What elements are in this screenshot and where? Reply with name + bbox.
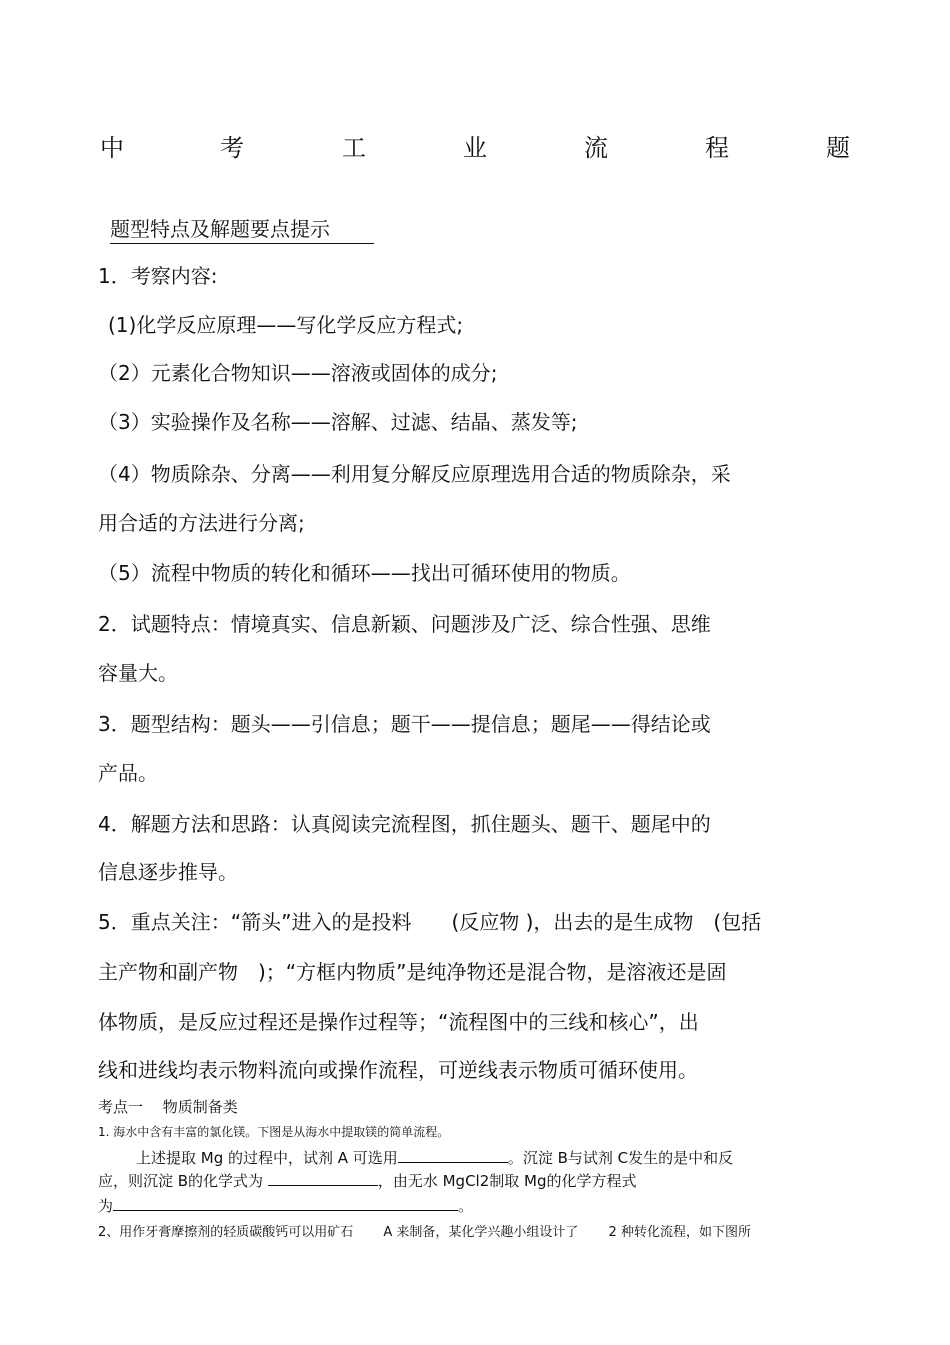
title-char: 工 <box>342 134 366 162</box>
text-line: 4．解题方法和思路：认真阅读完流程图，抓住题头、题干、题尾中的 <box>98 812 711 836</box>
answer-blank[interactable] <box>113 1196 458 1211</box>
text-line: （2）元素化合物知识——溶液或固体的成分; <box>98 361 498 385</box>
text-line: (1)化学反应原理——写化学反应方程式; <box>108 313 464 337</box>
text-line: 体物质，是反应过程还是操作过程等；“流程图中的三线和核心”，出 <box>98 1010 699 1034</box>
question-text: 应，则沉淀 B的化学式为 <box>98 1172 264 1190</box>
text-line: 信息逐步推导。 <box>98 860 238 884</box>
text-line: 3．题型结构：题头——引信息；题干——提信息；题尾——得结论或 <box>98 712 711 736</box>
answer-blank[interactable] <box>398 1148 508 1163</box>
title-char: 程 <box>705 134 729 162</box>
text-line: 用合适的方法进行分离; <box>98 511 305 535</box>
question-text: 。 <box>458 1197 474 1215</box>
text-line: 主产物和副产物 )；“方框内物质”是纯净物还是混合物，是溶液还是固 <box>98 960 727 984</box>
title-char: 业 <box>463 134 487 162</box>
question-text: 为 <box>98 1197 114 1215</box>
question-line <box>98 1196 473 1216</box>
question-text: 。沉淀 B与试剂 C发生的是中和反 <box>507 1149 734 1167</box>
answer-blank[interactable] <box>268 1171 378 1186</box>
title-char: 流 <box>584 134 608 162</box>
title-char: 题 <box>826 134 850 162</box>
question-text: ，由无水 MgCl2制取 Mg的化学方程式 <box>377 1172 637 1190</box>
text-line: 5．重点关注：“箭头”进入的是投料 (反应物 )，出去的是生成物 (包括 <box>98 910 762 934</box>
question-intro: 1. 海水中含有丰富的氯化镁。下图是从海水中提取镁的简单流程。 <box>98 1125 450 1139</box>
text-line: 产品。 <box>98 761 158 785</box>
section-subtitle: 题型特点及解题要点提示 <box>110 215 374 244</box>
text-line: 容量大。 <box>98 661 178 685</box>
question-line <box>98 1171 637 1191</box>
question-text: 上述提取 Mg 的过程中，试剂 A 可选用 <box>136 1149 398 1167</box>
question-line <box>136 1148 733 1168</box>
text-line: 线和进线均表示物料流向或操作流程，可逆线表示物质可循环使用。 <box>98 1058 698 1082</box>
text-line: （4）物质除杂、分离——利用复分解反应原理选用合适的物质除杂，采 <box>98 462 731 486</box>
text-line: 1．考察内容: <box>98 264 218 288</box>
text-line: （3）实验操作及名称——溶解、过滤、结晶、蒸发等; <box>98 410 578 434</box>
text-line: （5）流程中物质的转化和循环——找出可循环使用的物质。 <box>98 561 631 585</box>
question-2: 2、用作牙膏摩擦剂的轻质碳酸钙可以用矿石 A 来制备，某化学兴趣小组设计了 2 种转化流程，如下图所 <box>98 1225 751 1240</box>
section-heading: 考点一 物质制备类 <box>98 1098 238 1116</box>
text-line: 2．试题特点：情境真实、信息新颖、问题涉及广泛、综合性强、思维 <box>98 612 711 636</box>
title-char: 中 <box>100 134 124 162</box>
title-char: 考 <box>220 134 244 162</box>
